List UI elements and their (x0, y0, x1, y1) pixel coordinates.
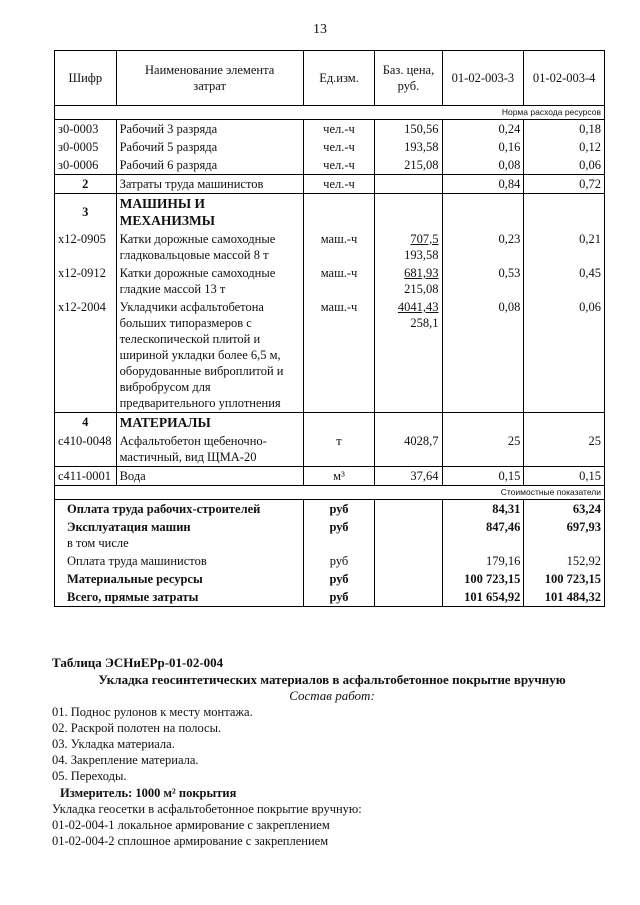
section-title: МАШИНЫ И МЕХАНИЗМЫ (116, 194, 303, 231)
cell-unit: чел.-ч (303, 156, 375, 175)
price-operator: 193,58 (404, 248, 439, 262)
summary-label: Всего, прямые затраты (55, 588, 304, 607)
list-item: 02. Раскрой полотен на полосы. (52, 721, 222, 735)
cell-price (375, 264, 442, 298)
page-number: 13 (313, 22, 327, 37)
summary-a: 847,46 (442, 518, 524, 552)
table-subtitle: Укладка геосинтетических материалов в асфальтобетонное покрытие вручную (98, 672, 566, 687)
section-materials-row (55, 413, 605, 433)
cell-code: 2 (55, 175, 117, 194)
table-row (55, 264, 605, 298)
cell-code: х12-0905 (55, 230, 117, 264)
band-norma-row (55, 106, 605, 120)
cell-unit: чел.-ч (303, 138, 375, 156)
description-line: 01-02-004-2 сплошное армирование с закреплением (52, 834, 329, 848)
cell-price: 193,58 (375, 138, 442, 156)
empty-cell (303, 194, 375, 231)
price-operator: 215,08 (404, 282, 439, 296)
summary-total-row (55, 588, 605, 607)
table-title: Таблица ЭСНиЕРр-01-02-004 (52, 655, 224, 670)
cell-price: 150,56 (375, 120, 442, 139)
cell-b: 0,72 (524, 175, 605, 194)
summary-label (55, 518, 304, 552)
table-row (55, 432, 605, 467)
list-item: 03. Укладка материала. (52, 737, 175, 751)
section-title: МАТЕРИАЛЫ (116, 413, 303, 433)
cell-unit: т (303, 432, 375, 467)
summary-a: 101 654,92 (442, 588, 524, 607)
header-code: Шифр (55, 51, 117, 106)
cell-name: Рабочий 3 разряда (116, 120, 303, 139)
summary-label: Материальные ресурсы (55, 570, 304, 588)
summary-label-main: Эксплуатация машин (67, 520, 191, 534)
table-header-row (55, 51, 605, 106)
cell-b: 0,06 (524, 156, 605, 175)
header-col-b: 01-02-003-4 (524, 51, 605, 106)
summary-a: 179,16 (442, 552, 524, 570)
table-row (55, 467, 605, 486)
table-row (55, 156, 605, 175)
header-price-line2: руб. (397, 79, 420, 93)
table-row (55, 298, 605, 413)
empty-cell (375, 500, 442, 519)
summary-row (55, 552, 605, 570)
cell-b: 0,15 (524, 467, 605, 486)
summary-unit: руб (303, 570, 375, 588)
summary-b: 101 484,32 (524, 588, 605, 607)
section-machines-row (55, 194, 605, 231)
price-main: 681,93 (404, 266, 439, 280)
description (52, 801, 612, 849)
summary-label: Оплата труда машинистов (55, 552, 304, 570)
summary-label: Оплата труда рабочих-строителей (55, 500, 304, 519)
summary-including: в том числе (67, 536, 129, 550)
cell-name: Катки дорожные самоходные гладковальцовые массой 8 т (116, 230, 303, 264)
cell-name: Рабочий 5 разряда (116, 138, 303, 156)
summary-unit: руб (303, 518, 375, 552)
list-item: 05. Переходы. (52, 769, 127, 783)
header-col-a: 01-02-003-3 (442, 51, 524, 106)
empty-cell (524, 413, 605, 433)
empty-cell (442, 413, 524, 433)
table-row (55, 230, 605, 264)
cell-price: 215,08 (375, 156, 442, 175)
summary-b: 152,92 (524, 552, 605, 570)
band-cost: Стоимостные показатели (55, 486, 605, 500)
cell-b: 0,06 (524, 298, 605, 413)
cell-unit: маш.-ч (303, 298, 375, 413)
resource-norms-table (54, 50, 605, 607)
header-name (116, 51, 303, 106)
cell-code: з0-0005 (55, 138, 117, 156)
summary-unit: руб (303, 500, 375, 519)
cell-name: Вода (116, 467, 303, 486)
cell-a: 0,08 (442, 298, 524, 413)
cell-b: 0,45 (524, 264, 605, 298)
cell-b: 0,18 (524, 120, 605, 139)
cell-code: с410-0048 (55, 432, 117, 467)
empty-cell (375, 194, 442, 231)
cell-a: 0,24 (442, 120, 524, 139)
empty-cell (442, 194, 524, 231)
summary-a: 84,31 (442, 500, 524, 519)
summary-row (55, 500, 605, 519)
cell-price (375, 298, 442, 413)
cell-a: 0,84 (442, 175, 524, 194)
empty-cell (303, 413, 375, 433)
price-main: 707,5 (410, 232, 439, 246)
price-operator: 258,1 (410, 316, 439, 330)
section-code: 3 (55, 194, 117, 231)
cell-code: з0-0006 (55, 156, 117, 175)
cell-b: 25 (524, 432, 605, 467)
summary-a: 100 723,15 (442, 570, 524, 588)
cell-a: 0,53 (442, 264, 524, 298)
cell-name: Катки дорожные самоходные гладкие массой 13 т (116, 264, 303, 298)
cell-code: з0-0003 (55, 120, 117, 139)
summary-row (55, 518, 605, 552)
cell-unit: маш.-ч (303, 230, 375, 264)
empty-cell (375, 413, 442, 433)
cell-unit: чел.-ч (303, 175, 375, 194)
cell-unit: чел.-ч (303, 120, 375, 139)
meter-line: Измеритель: 1000 м² покрытия (60, 786, 237, 800)
cell-a: 0,15 (442, 467, 524, 486)
cell-price: 4028,7 (375, 432, 442, 467)
empty-cell (375, 518, 442, 552)
cell-b: 0,21 (524, 230, 605, 264)
cell-price (375, 175, 442, 194)
empty-cell (375, 570, 442, 588)
header-price-line1: Баз. цена, (382, 63, 435, 77)
summary-b: 100 723,15 (524, 570, 605, 588)
works-list (52, 704, 612, 784)
summary-unit: руб (303, 552, 375, 570)
cell-name: Укладчики асфальтобетона больших типоразмеров с телескопической плитой и шириной укладки более 6,5 м, оборудованные виброплитой и вибробрусом для предварительного уплотнения (116, 298, 303, 413)
cell-unit: м³ (303, 467, 375, 486)
band-cost-row (55, 486, 605, 500)
cell-a: 25 (442, 432, 524, 467)
header-name-line2: затрат (193, 79, 226, 93)
list-item: 04. Закрепление материала. (52, 753, 199, 767)
description-line: 01-02-004-1 локальное армирование с закреплением (52, 818, 330, 832)
cell-unit: маш.-ч (303, 264, 375, 298)
list-item: 01. Поднос рулонов к месту монтажа. (52, 705, 253, 719)
cell-a: 0,16 (442, 138, 524, 156)
header-price (375, 51, 442, 106)
price-main: 4041,43 (397, 300, 439, 314)
summary-unit: руб (303, 588, 375, 607)
cell-name: Рабочий 6 разряда (116, 156, 303, 175)
header-name-line1: Наименование элемента (145, 63, 275, 77)
cell-a: 0,23 (442, 230, 524, 264)
table-row (55, 120, 605, 139)
cell-code: х12-0912 (55, 264, 117, 298)
empty-cell (375, 588, 442, 607)
header-unit: Ед.изм. (303, 51, 375, 106)
table-row (55, 138, 605, 156)
cell-code: х12-2004 (55, 298, 117, 413)
cell-code: с411-0001 (55, 467, 117, 486)
summary-b: 63,24 (524, 500, 605, 519)
band-norma: Норма расхода ресурсов (55, 106, 605, 120)
section-code: 4 (55, 413, 117, 433)
empty-cell (375, 552, 442, 570)
composition-heading: Состав работ: (289, 688, 375, 703)
cell-price (375, 230, 442, 264)
description-line: Укладка геосетки в асфальтобетонное покрытие вручную: (52, 802, 362, 816)
summary-row (55, 570, 605, 588)
empty-cell (524, 194, 605, 231)
cell-price: 37,64 (375, 467, 442, 486)
cell-b: 0,12 (524, 138, 605, 156)
summary-b: 697,93 (524, 518, 605, 552)
cell-name: Затраты труда машинистов (116, 175, 303, 194)
cell-name: Асфальтобетон щебеночно-мастичный, вид ЩМА-20 (116, 432, 303, 467)
cell-a: 0,08 (442, 156, 524, 175)
operators-row (55, 175, 605, 194)
